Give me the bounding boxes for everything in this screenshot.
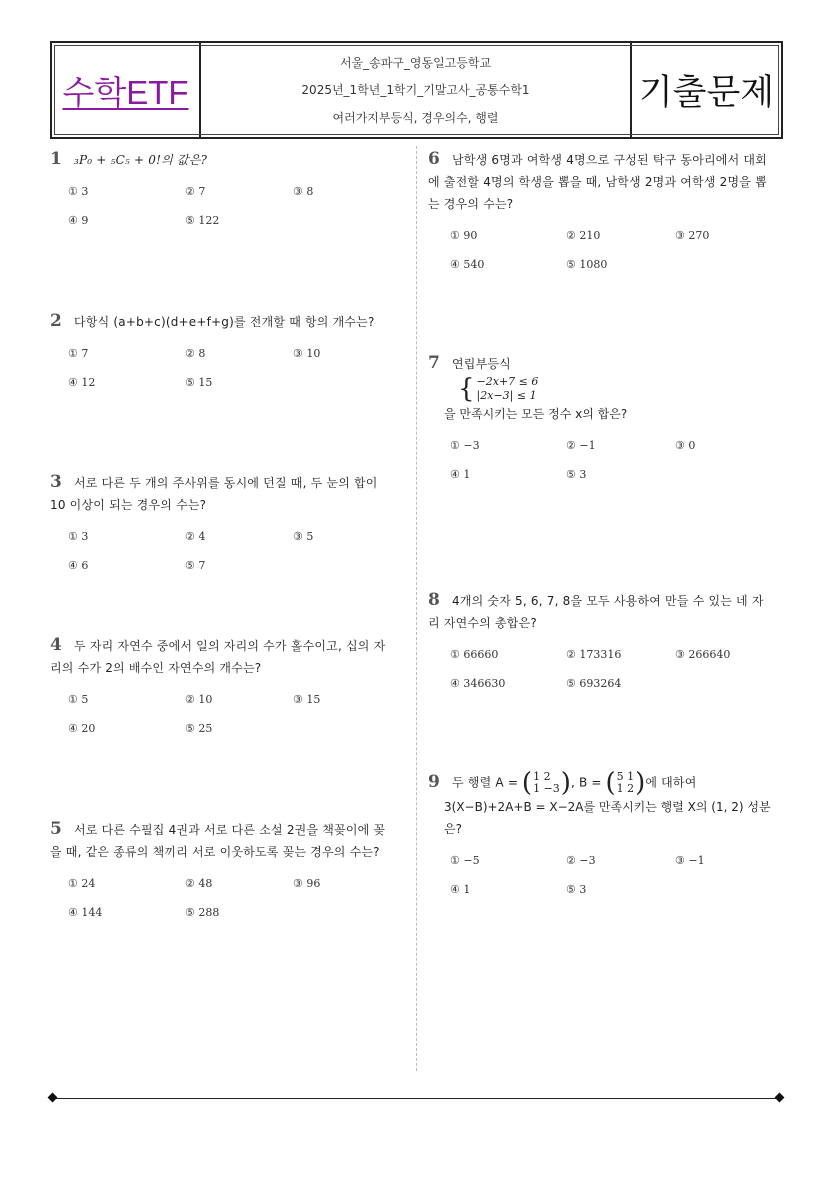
question-text: 남학생 6명과 여학생 4명으로 구성된 탁구 동아리에서 대회에 출전할 4명의 학생을 뽑을 때, 남학생 2명과 여학생 2명을 뽑는 경우의 수는?: [428, 153, 767, 211]
choice-3[interactable]: ③ −1: [675, 854, 705, 867]
choices: [50, 689, 390, 740]
choice-1[interactable]: ① −3: [450, 439, 480, 452]
header-box: [50, 41, 783, 139]
matrix-b-row-1: 5 1: [616, 770, 635, 783]
question-number: 3: [50, 472, 62, 492]
question-7: [428, 352, 773, 486]
logo: 수학ETF: [62, 73, 189, 111]
question-number: 6: [428, 149, 440, 169]
choice-1[interactable]: ① 3: [68, 185, 89, 198]
choice-2[interactable]: ② 8: [185, 347, 206, 360]
choice-5[interactable]: ⑤ 15: [185, 376, 213, 389]
choice-4[interactable]: ④ 540: [450, 258, 485, 271]
question-text: 두 자리 자연수 중에서 일의 자리의 수가 홀수이고, 십의 자리의 수가 2의 배수인 자연수의 개수는?: [50, 639, 386, 675]
diamond-icon: [48, 1093, 58, 1103]
choice-3[interactable]: ③ 270: [675, 229, 710, 242]
choice-5[interactable]: ⑤ 288: [185, 906, 220, 919]
choice-1[interactable]: ① 66660: [450, 648, 499, 661]
matrix-a: ( 1 2 1 −3 ): [521, 768, 571, 798]
column-divider: [416, 146, 417, 1071]
choice-2[interactable]: ② 48: [185, 877, 213, 890]
choice-5[interactable]: ⑤ 693264: [566, 677, 622, 690]
question-2: [50, 310, 390, 394]
choice-4[interactable]: ④ 144: [68, 906, 103, 919]
matrix-b-row-2: 1 2: [616, 782, 635, 795]
question-9: [428, 770, 773, 901]
choice-5[interactable]: ⑤ 3: [566, 883, 587, 896]
question-text: 서로 다른 두 개의 주사위를 동시에 던질 때, 두 눈의 합이 10 이상이 되는 경우의 수는?: [50, 476, 378, 512]
choices: [50, 343, 390, 394]
choice-1[interactable]: ① 24: [68, 877, 96, 890]
choice-5[interactable]: ⑤ 122: [185, 214, 220, 227]
choice-2[interactable]: ② −3: [566, 854, 596, 867]
choice-4[interactable]: ④ 9: [68, 214, 89, 227]
choice-2[interactable]: ② 173316: [566, 648, 622, 661]
question-text: 서로 다른 수필집 4권과 서로 다른 소설 2권을 책꽂이에 꽂을 때, 같은 종류의 책끼리 서로 이웃하도록 꽂는 경우의 수는?: [50, 823, 386, 859]
brace-icon: {: [458, 374, 475, 404]
question-text: 두 행렬 A =: [452, 775, 519, 790]
question-number: 1: [50, 149, 62, 169]
choices: [428, 644, 773, 695]
question-4: [50, 634, 390, 740]
exam-info: [201, 43, 630, 137]
choice-2[interactable]: ② 7: [185, 185, 206, 198]
choice-2[interactable]: ② 4: [185, 530, 206, 543]
choice-4[interactable]: ④ 6: [68, 559, 89, 572]
choice-5[interactable]: ⑤ 3: [566, 468, 587, 481]
page-title: 기출문제: [630, 43, 781, 137]
choice-3[interactable]: ③ 5: [293, 530, 314, 543]
choices: [428, 435, 773, 486]
exam-name: 2025년_1학년_1학기_기말고사_공통수학1: [301, 83, 530, 98]
choice-2[interactable]: ② 10: [185, 693, 213, 706]
question-number: 8: [428, 590, 440, 610]
question-8: [428, 589, 773, 695]
choice-1[interactable]: ① 5: [68, 693, 89, 706]
footer-line: [52, 1098, 780, 1099]
choice-3[interactable]: ③ 15: [293, 693, 321, 706]
choice-3[interactable]: ③ 266640: [675, 648, 731, 661]
question-number: 9: [428, 771, 440, 792]
choice-4[interactable]: ④ 20: [68, 722, 96, 735]
question-text-2: 3(X−B)+2A+B = X−2A를 만족시키는 행렬 X의 (1, 2) 성분은?: [444, 800, 771, 836]
choice-5[interactable]: ⑤ 1080: [566, 258, 608, 271]
choice-4[interactable]: ④ 1: [450, 883, 471, 896]
choice-2[interactable]: ② −1: [566, 439, 596, 452]
question-number: 2: [50, 311, 62, 331]
question-text: 연립부등식: [452, 357, 511, 371]
matrix-a-row-2: 1 −3: [533, 782, 560, 795]
question-number: 4: [50, 635, 62, 655]
choice-2[interactable]: ② 210: [566, 229, 601, 242]
inequality-1: −2x+7 ≤ 6: [476, 375, 539, 388]
choices: [50, 181, 390, 232]
choice-1[interactable]: ① −5: [450, 854, 480, 867]
question-3: [50, 471, 390, 577]
choice-3[interactable]: ③ 0: [675, 439, 696, 452]
school-name: 서울_송파구_영동일고등학교: [339, 56, 492, 71]
choice-1[interactable]: ① 90: [450, 229, 478, 242]
choice-4[interactable]: ④ 12: [68, 376, 96, 389]
question-text-2: 을 만족시키는 모든 정수 x의 합은?: [444, 407, 628, 421]
choices: [428, 225, 773, 276]
question-6: [428, 148, 773, 276]
choice-3[interactable]: ③ 96: [293, 877, 321, 890]
matrix-a-row-1: 1 2: [533, 770, 551, 783]
question-1: [50, 148, 390, 232]
choice-4[interactable]: ④ 1: [450, 468, 471, 481]
inequality-system: [458, 375, 773, 403]
question-text: 4개의 숫자 5, 6, 7, 8을 모두 사용하여 만들 수 있는 네 자리 자연수의 총합은?: [428, 594, 764, 630]
question-text: ₃P₀ + ₅C₅ + 0!의 값은?: [74, 153, 208, 167]
question-text-b: , B =: [570, 775, 602, 790]
choices: [50, 526, 390, 577]
choice-4[interactable]: ④ 346630: [450, 677, 506, 690]
inequality-2: |2x−3| ≤ 1: [476, 389, 537, 402]
question-number: 7: [428, 353, 440, 373]
topics: 여러가지부등식, 경우의수, 행렬: [332, 110, 499, 125]
choice-5[interactable]: ⑤ 25: [185, 722, 213, 735]
question-text: 다항식 (a+b+c)(d+e+f+g)를 전개할 때 항의 개수는?: [74, 315, 375, 329]
diamond-icon: [775, 1093, 785, 1103]
choice-1[interactable]: ① 7: [68, 347, 89, 360]
logo-cell: [52, 43, 201, 137]
question-text-c: 에 대하여: [645, 775, 697, 790]
choice-1[interactable]: ① 3: [68, 530, 89, 543]
question-5: [50, 818, 390, 924]
choice-3[interactable]: ③ 10: [293, 347, 321, 360]
choice-5[interactable]: ⑤ 7: [185, 559, 206, 572]
choice-3[interactable]: ③ 8: [293, 185, 314, 198]
matrix-b: ( 5 1 1 2 ): [605, 768, 646, 798]
choices: [50, 873, 390, 924]
choices: [428, 850, 773, 901]
question-number: 5: [50, 819, 62, 839]
